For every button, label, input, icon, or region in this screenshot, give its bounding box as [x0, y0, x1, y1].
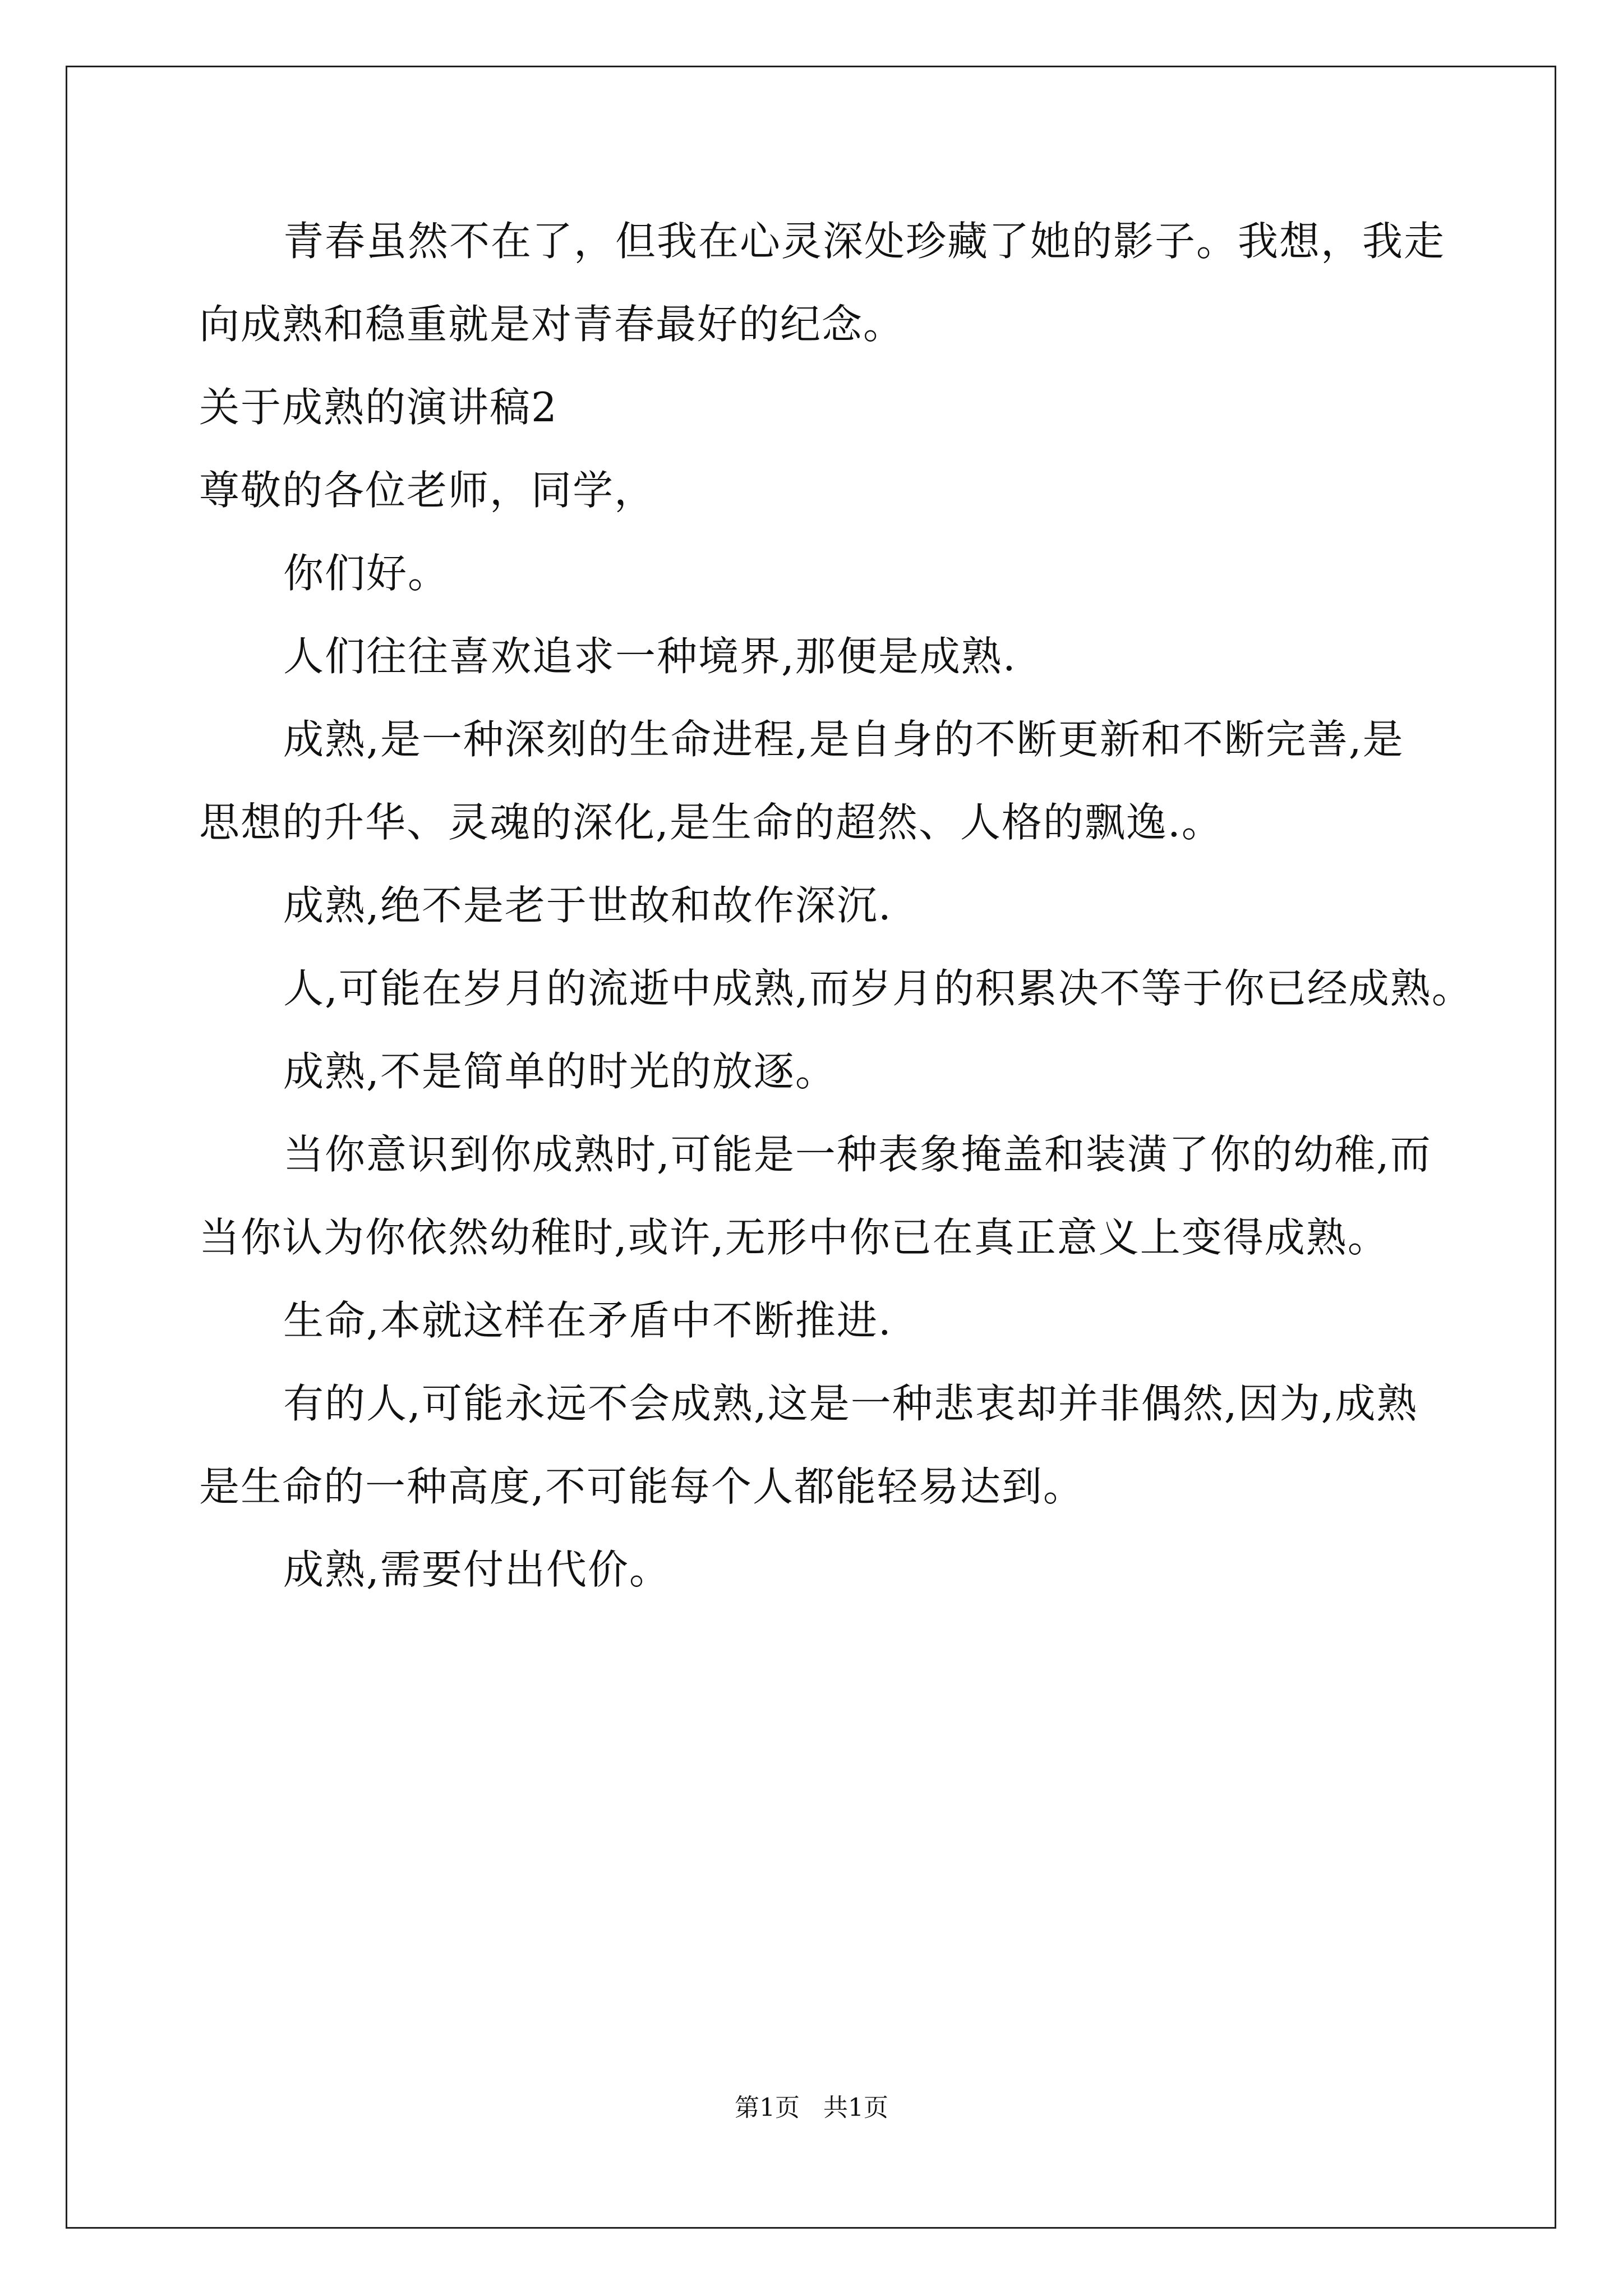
paragraph-line: 成熟,绝不是老于世故和故作深沉. [283, 882, 892, 929]
paragraph-line: 青春虽然不在了，但我在心灵深处珍藏了她的影子。我想，我走 [283, 218, 1446, 265]
paragraph-line: 向成熟和稳重就是对青春最好的纪念。 [199, 301, 905, 348]
section-title: 关于成熟的演讲稿2 [199, 384, 558, 431]
paragraph-line: 人们往往喜欢追求一种境界,那便是成熟. [283, 633, 1017, 680]
paragraph-line: 有的人,可能永远不会成熟,这是一种悲衷却并非偶然,因为,成熟 [283, 1380, 1418, 1427]
greeting: 你们好。 [283, 550, 450, 597]
paragraph-line: 成熟,是一种深刻的生命进程,是自身的不断更新和不断完善,是 [283, 716, 1404, 763]
paragraph-line: 当你意识到你成熟时,可能是一种表象掩盖和装潢了你的幼稚,而 [283, 1131, 1432, 1178]
paragraph-line: 当你认为你依然幼稚时,或许,无形中你已在真正意义上变得成熟。 [199, 1214, 1389, 1261]
page-footer: 第1页 共1页 [735, 2093, 888, 2122]
paragraph-line: 是生命的一种高度,不可能每个人都能轻易达到。 [199, 1463, 1085, 1510]
salutation: 尊敬的各位老师，同学， [199, 467, 656, 514]
paragraph-line: 生命,本就这样在矛盾中不断推进. [283, 1297, 892, 1344]
paragraph-line: 人,可能在岁月的流逝中成熟,而岁月的积累决不等于你已经成熟。 [283, 965, 1473, 1012]
paragraph-line: 思想的升华、灵魂的深化,是生命的超然、人格的飘逸.。 [199, 799, 1223, 846]
paragraph-line: 成熟,需要付出代价。 [283, 1546, 671, 1593]
paragraph-line: 成熟,不是简单的时光的放逐。 [283, 1048, 837, 1095]
